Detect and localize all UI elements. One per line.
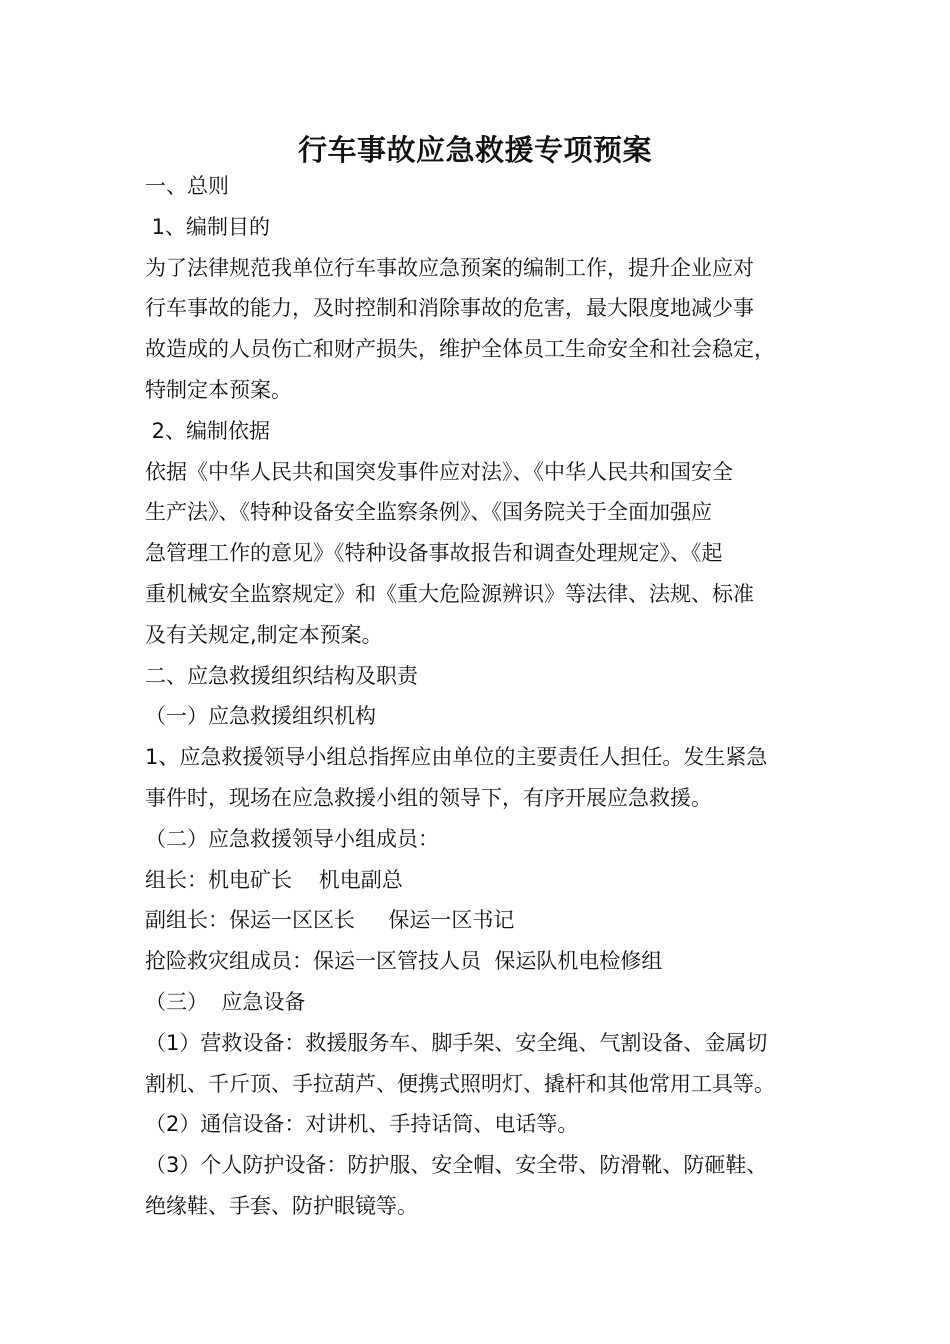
document-body — [145, 166, 825, 1227]
paragraph-line: 行车事故的能力，及时控制和消除事故的危害，最大限度地减少事 — [145, 296, 754, 321]
paragraph-line: 1、应急救援领导小组总指挥应由单位的主要责任人担任。发生紧急 — [145, 745, 768, 770]
subsection-heading-organization: （一）应急救援组织机构 — [145, 704, 376, 729]
paragraph-line: 依据《中华人民共和国突发事件应对法》、《中华人民共和国安全 — [145, 459, 733, 484]
member-line-deputy: 副组长：保运一区区长 保运一区书记 — [145, 908, 515, 933]
paragraph-line: 为了法律规范我单位行车事故应急预案的编制工作，提升企业应对 — [145, 255, 754, 280]
subsection-heading-basis: 2、编制依据 — [145, 418, 271, 443]
member-line-rescue-team: 抢险救灾组成员：保运一区管技人员 保运队机电检修组 — [145, 949, 663, 974]
paragraph-line: 事件时，现场在应急救援小组的领导下，有序开展应急救援。 — [145, 785, 712, 810]
paragraph-line: 绝缘鞋、手套、防护眼镜等。 — [145, 1193, 418, 1218]
paragraph-line: 及有关规定,制定本预案。 — [145, 622, 383, 647]
document-title: 行车事故应急救援专项预案 — [297, 133, 652, 167]
paragraph-line: 割机、千斤顶、手拉葫芦、便携式照明灯、撬杆和其他常用工具等。 — [145, 1071, 775, 1096]
paragraph-line: （2）通信设备：对讲机、手持话筒、电话等。 — [145, 1112, 579, 1137]
subsection-heading-equipment: （三） 应急设备 — [145, 989, 306, 1014]
paragraph-line: 特制定本预案。 — [145, 377, 292, 402]
paragraph-line: 重机械安全监察规定》和《重大危险源辨识》等法律、法规、标准 — [145, 581, 754, 606]
paragraph-line: 故造成的人员伤亡和财产损失，维护全体员工生命安全和社会稳定， — [145, 337, 775, 362]
member-line-leader: 组长：机电矿长 机电副总 — [145, 867, 403, 892]
section-heading-general: 一、总则 — [145, 174, 229, 198]
paragraph-line: （3）个人防护设备：防护服、安全帽、安全带、防滑靴、防砸鞋、 — [145, 1153, 768, 1178]
paragraph-line: 急管理工作的意见》《特种设备事故报告和调查处理规定》、《起 — [145, 541, 723, 566]
paragraph-line: 生产法》、《特种设备安全监察条例》、《国务院关于全面加强应 — [145, 500, 712, 525]
section-heading-organization: 二、应急救援组织结构及职责 — [145, 663, 418, 688]
paragraph-line: （1）营救设备：救援服务车、脚手架、安全绳、气割设备、金属切 — [145, 1030, 768, 1055]
subsection-heading-purpose: 1、编制目的 — [145, 214, 271, 239]
subsection-heading-members: （二）应急救援领导小组成员： — [145, 826, 439, 851]
